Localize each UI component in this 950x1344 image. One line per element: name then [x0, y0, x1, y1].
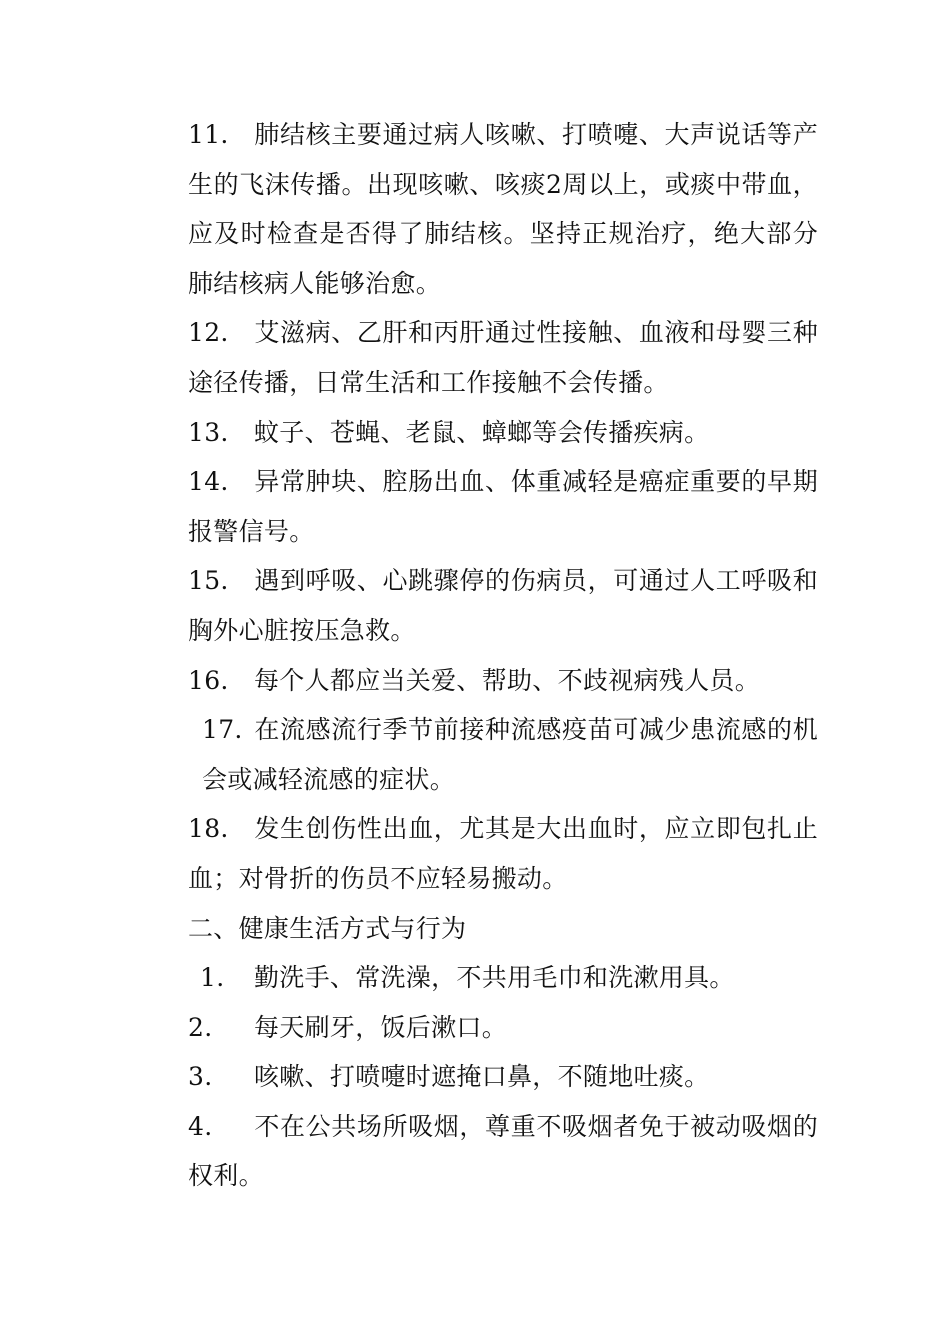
section-heading: 二、健康生活方式与行为 [188, 913, 467, 943]
item-text: 勤洗手、常洗澡，不共用毛巾和洗漱用具。 [254, 963, 735, 993]
item-number: 17. [202, 715, 243, 745]
item-text: 遇到呼吸、心跳骤停的伤病员，可通过人工呼吸和胸外心脏按压急救。 [188, 566, 818, 645]
list-item-12 [138, 308, 818, 407]
item-text: 在流感流行季节前接种流感疫苗可减少患流感的机会或减轻流感的症状。 [202, 715, 818, 794]
list-item-16 [138, 656, 818, 706]
item-number: 11. [188, 120, 229, 149]
item-text: 不在公共场所吸烟，尊重不吸烟者免于被动吸烟的权利。 [188, 1111, 818, 1191]
item-text: 每个人都应当关爱、帮助、不歧视病残人员。 [254, 665, 761, 695]
item-number: 13. [188, 417, 229, 447]
list-item-11 [138, 110, 818, 308]
list-item-17 [138, 705, 818, 804]
item-number: 16. [188, 665, 229, 695]
item-text: 异常肿块、腔肠出血、体重减轻是癌症重要的早期报警信号。 [188, 467, 818, 546]
section-item-1 [138, 953, 818, 1003]
section-item-2 [138, 1003, 818, 1053]
section-item-4 [138, 1102, 818, 1201]
item-text: 咳嗽、打喷嚏时遮掩口鼻，不随地吐痰。 [254, 1062, 710, 1092]
item-number: 4. [188, 1111, 213, 1141]
item-number: 15. [188, 566, 229, 596]
item-number: 14. [188, 467, 229, 497]
item-number: 1. [200, 963, 225, 993]
item-text: 艾滋病、乙肝和丙肝通过性接触、血液和母婴三种途径传播，日常生活和工作接触不会传播。 [188, 318, 818, 397]
item-number: 3. [188, 1062, 213, 1092]
item-number: 2. [188, 1012, 213, 1042]
item-text: 蚊子、苍蝇、老鼠、蟑螂等会传播疾病。 [254, 417, 710, 447]
item-text: 每天刷牙，饭后漱口。 [254, 1012, 508, 1042]
section-item-3 [138, 1052, 818, 1102]
document-body [138, 110, 818, 1201]
list-item-18 [138, 804, 818, 903]
list-item-15 [138, 556, 818, 655]
list-item-14 [138, 457, 818, 556]
item-number: 12. [188, 318, 229, 348]
list-item-13 [138, 408, 818, 458]
item-text: 发生创伤性出血，尤其是大出血时，应立即包扎止血；对骨折的伤员不应轻易搬动。 [188, 814, 818, 893]
item-text: 肺结核主要通过病人咳嗽、打喷嚏、大声说话等产生的飞沫传播。出现咳嗽、咳痰2周以上，或痰中带血，应及时检查是否得了肺结核。坚持正规治疗，绝大部分肺结核病人能够治愈。 [188, 120, 818, 298]
item-number: 18. [188, 814, 229, 844]
